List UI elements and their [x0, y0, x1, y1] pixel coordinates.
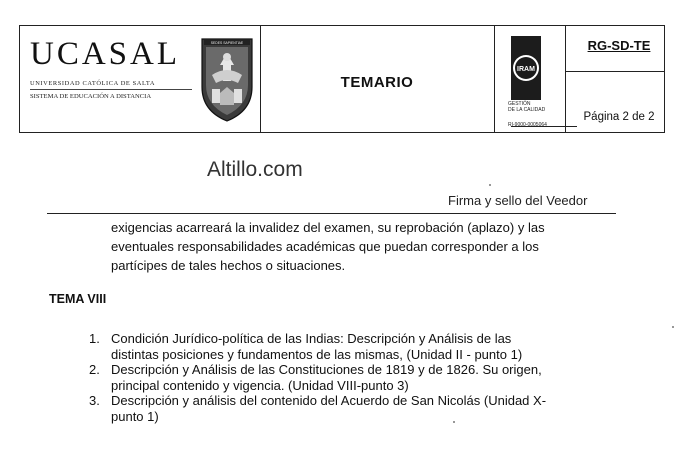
document-code: RG-SD-TE — [587, 38, 651, 53]
item-line: Condición Jurídico-política de las Indias: Descripción y Análisis de las — [111, 331, 512, 346]
watermark: Altillo.com — [207, 158, 303, 181]
document-title: TEMARIO — [340, 74, 414, 91]
distance-education-label: SISTEMA DE EDUCACIÓN A DISTANCIA — [30, 93, 152, 100]
header-divider — [565, 71, 664, 72]
crest-motto: SEDES SAPIENTIAE — [210, 41, 244, 46]
iram-registration: RI-9000-0005064 — [508, 122, 547, 128]
iram-label-2: DE LA CALIDAD — [508, 107, 546, 113]
iram-mark: IRAM — [517, 66, 535, 73]
page-number: Página 2 de 2 — [583, 111, 655, 123]
logo-rule — [30, 89, 192, 90]
item-number: 1. — [89, 331, 100, 346]
university-crest-icon — [198, 35, 256, 123]
list-item — [89, 393, 649, 424]
paragraph — [111, 218, 641, 275]
list-item — [89, 331, 649, 362]
topic-list — [89, 331, 649, 424]
item-line: Descripción y Análisis de las Constituciones de 1819 y de 1826. Su origen, — [111, 362, 542, 377]
signature-label: Firma y sello del Veedor — [448, 193, 588, 208]
ucasal-wordmark: UCASAL — [30, 36, 181, 72]
iram-label-1: GESTIÓN — [508, 101, 531, 107]
item-line: punto 1) — [111, 408, 159, 424]
signature-line — [47, 213, 616, 214]
paragraph-line: exigencias acarreará la invalidez del examen, su reprobación (aplazo) y las — [111, 220, 545, 235]
paragraph-line: eventuales responsabilidades académicas que puedan corresponder a los — [111, 239, 539, 254]
item-line: Descripción y análisis del contenido del Acuerdo de San Nicolás (Unidad X- — [111, 393, 547, 408]
section-title: TEMA VIII — [49, 292, 107, 306]
item-number: 3. — [89, 393, 100, 408]
scan-speck — [489, 184, 491, 186]
header-table — [19, 25, 665, 133]
iram-certification-icon — [507, 34, 577, 130]
paragraph-line: partícipes de tales hechos o situaciones. — [111, 258, 346, 273]
list-item — [89, 362, 649, 393]
university-name: UNIVERSIDAD CATÓLICA DE SALTA — [30, 80, 156, 87]
item-line: principal contenido y vigencia. (Unidad VIII-punto 3) — [111, 377, 409, 393]
item-number: 2. — [89, 362, 100, 377]
scan-speck — [672, 326, 674, 328]
item-line: distintas posiciones y fundamentos de las mismas, (Unidad II - punto 1) — [111, 346, 523, 362]
